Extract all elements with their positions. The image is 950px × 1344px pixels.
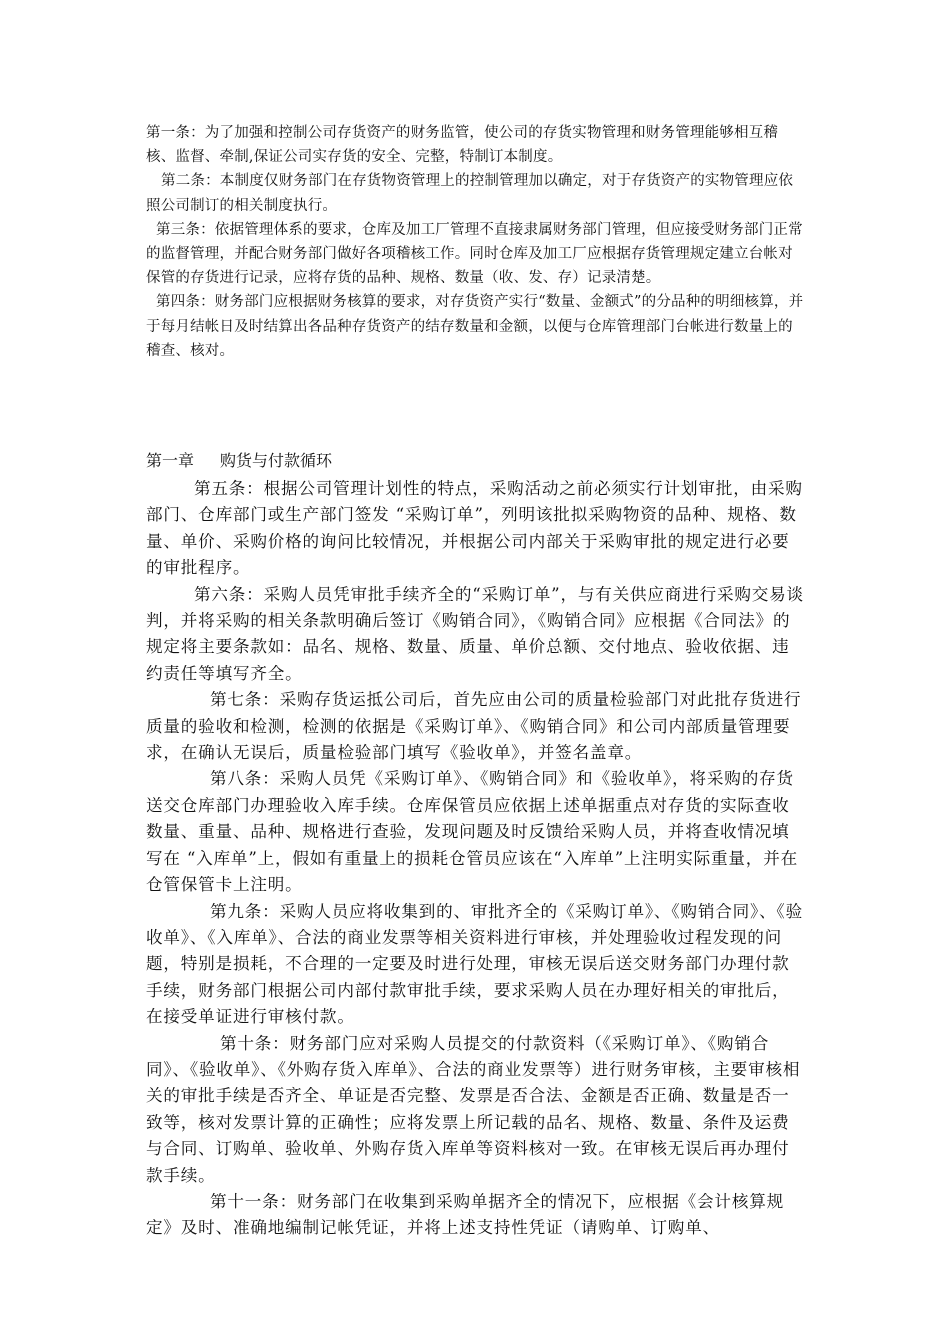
- article-9: 第九条：采购人员应将收集到的、审批齐全的《采购订单》、《购销合同》、《验收单》、《入库单》、合法的商业发票等相关资料进行审核，并处理验收过程发现的问题，特别是损耗，不合理的一定要及时进行处理，审核无误后送交财务部门办理付款手续，财务部门根据公司内部付款审批手续，要求采购人员在办理好相关的审批后，在接受单证进行审核付款。: [146, 901, 803, 1027]
- article-2: 第二条：本制度仅财务部门在存货物资管理上的控制管理加以确定，对于存货资产的实物管理应依照公司制订的相关制度执行。: [146, 173, 794, 214]
- article-7: 第七条：采购存货运抵公司后，首先应由公司的质量检验部门对此批存货进行质量的验收和检测，检测的依据是《采购订单》、《购销合同》和公司内部质量管理要求，在确认无误后，质量检验部门填写《验收单》，并签名盖章。: [146, 690, 802, 763]
- article-3: 第三条：依据管理体系的要求，仓库及加工厂管理不直接隶属财务部门管理，但应接受财务部门正常的监督管理，并配合财务部门做好各项稽核工作。同时仓库及加工厂应根据存货管理规定建立台帐对保管的存货进行记录，应将存货的品种、规格、数量（收、发、存）记录清楚。: [146, 221, 803, 287]
- chapter-1: [146, 448, 806, 1242]
- article-4: 第四条：财务部门应根据财务核算的要求，对存货资产实行“数量、金额式”的分品种的明细核算，并于每月结帐日及时结算出各品种存货资产的结存数量和金额，以便与仓库管理部门台帐进行数量上的稽查、核对。: [146, 294, 804, 359]
- article-11: 第十一条：财务部门在收集到采购单据齐全的情况下，应根据《会计核算规定》及时、准确地编制记帐凭证，并将上述支持性凭证（请购单、订购单、: [146, 1191, 784, 1238]
- chapter-number: 第一章: [146, 451, 195, 470]
- article-8: 第八条：采购人员凭《采购订单》、《购销合同》和《验收单》，将采购的存货送交仓库部门办理验收入库手续。仓库保管员应依据上述单据重点对存货的实际查收数量、重量、品种、规格进行查验，发现问题及时反馈给采购人员，并将查收情况填写在 “入库单”上，假如有重量上的损耗仓管员应该在“入库单”上注明实际重量，并在仓管保管卡上注明。: [146, 769, 798, 895]
- article-6: 第六条：采购人员凭审批手续齐全的“采购订单”，与有关供应商进行采购交易谈判，并将采购的相关条款明确后签订《购销合同》，《购销合同》应根据《合同法》的规定将主要条款如：品名、规格、数量、质量、单价总额、交付地点、验收依据、违约责任等填写齐全。: [146, 584, 804, 683]
- general-provisions: [146, 121, 806, 363]
- article-5: 第五条：根据公司管理计划性的特点，采购活动之前必须实行计划审批，由采购部门、仓库部门或生产部门签发 “采购订单”，列明该批拟采购物资的品种、规格、数量、单价、采购价格的询问比较情况，并根据公司内部关于采购审批的规定进行必要的审批程序。: [146, 479, 803, 578]
- chapter-heading: [146, 448, 806, 474]
- article-10: 第十条：财务部门应对采购人员提交的付款资料（《采购订单》、《购销合同》、《验收单》、《外购存货入库单》、合法的商业发票等）进行财务审核，主要审核相关的审批手续是否齐全、单证是否完整、发票是否合法、金额是否正确、数量是否一致等，核对发票计算的正确性；应将发票上所记载的品名、规格、数量、条件及运费与合同、订购单、验收单、外购存货入库单等资料核对一致。在审核无误后再办理付款手续。: [146, 1033, 801, 1185]
- chapter-title: 购货与付款循环: [220, 451, 333, 470]
- article-1: 第一条：为了加强和控制公司存货资产的财务监管，使公司的存货实物管理和财务管理能够相互稽核、监督、牵制,保证公司实存货的安全、完整，特制订本制度。: [146, 125, 779, 166]
